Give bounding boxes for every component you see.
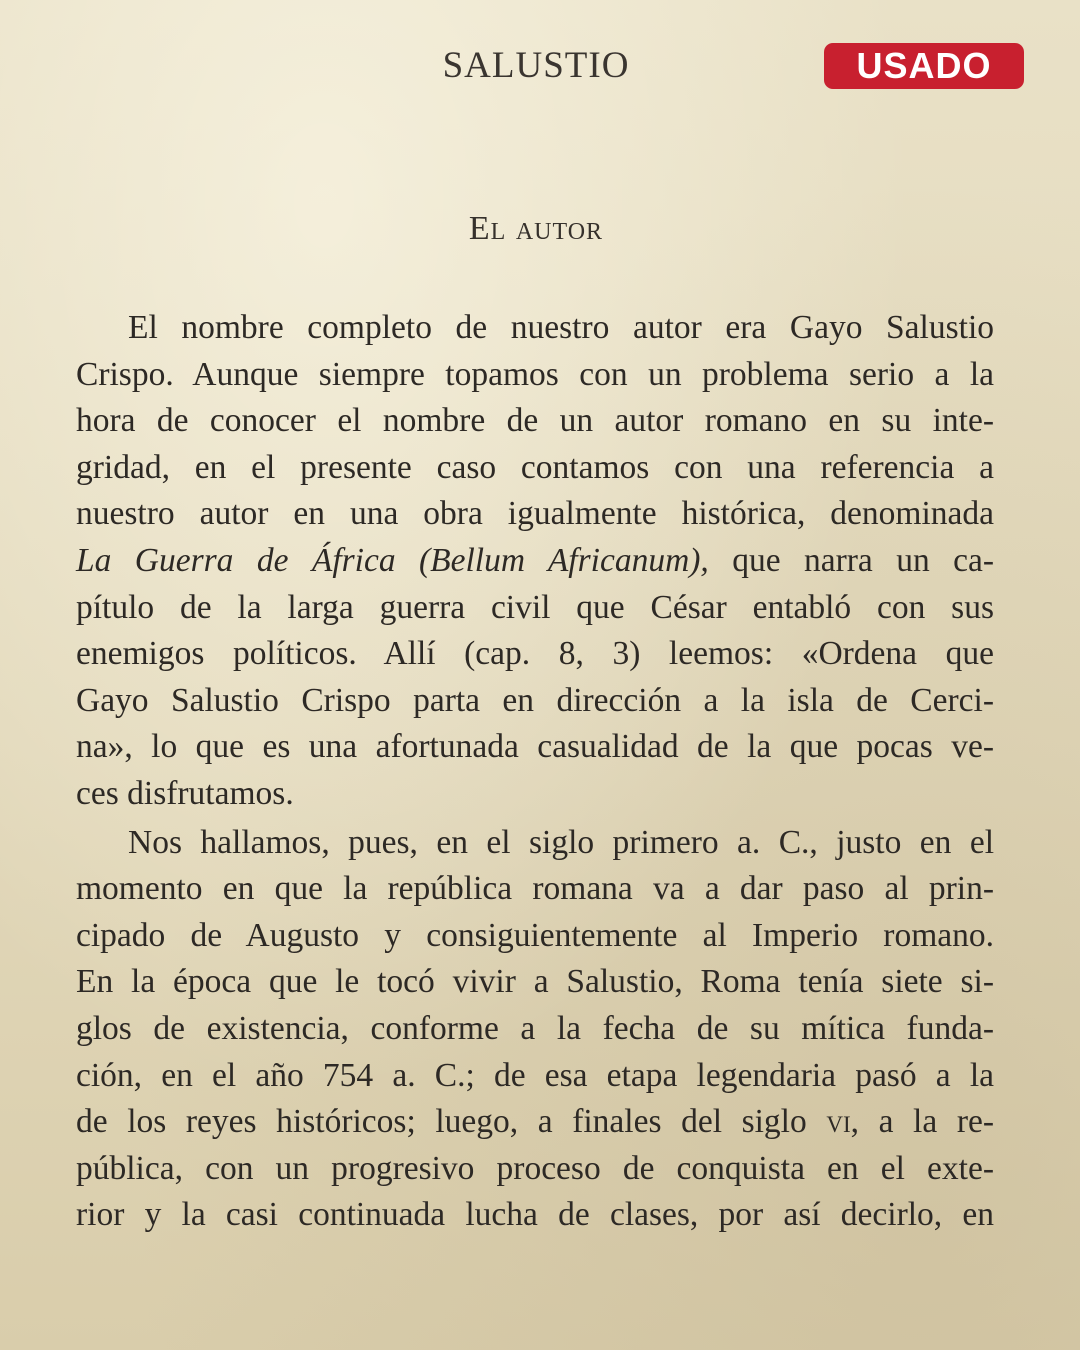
text-line: ción, en el año 754 a. C.; de esa etapa legendaria pasó a la	[76, 1056, 994, 1094]
text-line: hora de conocer el nombre de un autor romano en su inte-	[76, 402, 994, 440]
text-line: cipado de Augusto y consiguientemente al Imperio romano.	[76, 916, 994, 954]
text-line: Crispo. Aunque siempre topamos con un problema serio a la	[76, 355, 994, 393]
text-fragment: que narra un ca-	[708, 541, 994, 579]
paragraph-2	[76, 820, 994, 1239]
text-line: pública, con un progresivo proceso de conquista en el exte-	[76, 1149, 994, 1187]
paragraph-1	[76, 305, 994, 818]
text-line: na», lo que es una afortunada casualidad de la que pocas ve-	[76, 728, 994, 766]
used-badge: USADO	[824, 43, 1024, 89]
text-line: pítulo de la larga guerra civil que César entabló con sus	[76, 588, 994, 626]
text-line: Nos hallamos, pues, en el siglo primero a. C., justo en el	[128, 823, 994, 861]
text-line: rior y la casi continuada lucha de clases, por así decirlo, en	[76, 1196, 994, 1234]
text-line: nuestro autor en una obra igualmente histórica, denominada	[76, 495, 994, 533]
text-line: ces disfrutamos.	[76, 774, 294, 812]
roman-numeral: vi	[826, 1103, 851, 1141]
running-head: SALUSTIO	[442, 45, 630, 86]
text-line	[76, 538, 994, 585]
book-title-italic: La Guerra de África (Bellum Africanum),	[76, 541, 709, 579]
text-line: Gayo Salustio Crispo parta en dirección a la isla de Cerci-	[76, 681, 994, 719]
text-line: enemigos políticos. Allí (cap. 8, 3) leemos: «Ordena que	[76, 635, 994, 673]
body-text	[76, 305, 994, 1239]
text-fragment: , a la re-	[850, 1103, 994, 1141]
text-line: En la época que le tocó vivir a Salustio, Roma tenía siete si-	[76, 963, 994, 1001]
text-line	[76, 1099, 994, 1146]
text-line: glos de existencia, conforme a la fecha de su mítica funda-	[76, 1009, 994, 1047]
text-line: El nombre completo de nuestro autor era Gayo Salustio	[128, 309, 994, 346]
section-title: El autor	[468, 210, 604, 247]
text-line: gridad, en el presente caso contamos con una referencia a	[76, 448, 994, 486]
text-fragment: de los reyes históricos; luego, a finales del siglo	[76, 1103, 827, 1141]
text-line: momento en que la república romana va a dar paso al prin-	[76, 870, 994, 908]
